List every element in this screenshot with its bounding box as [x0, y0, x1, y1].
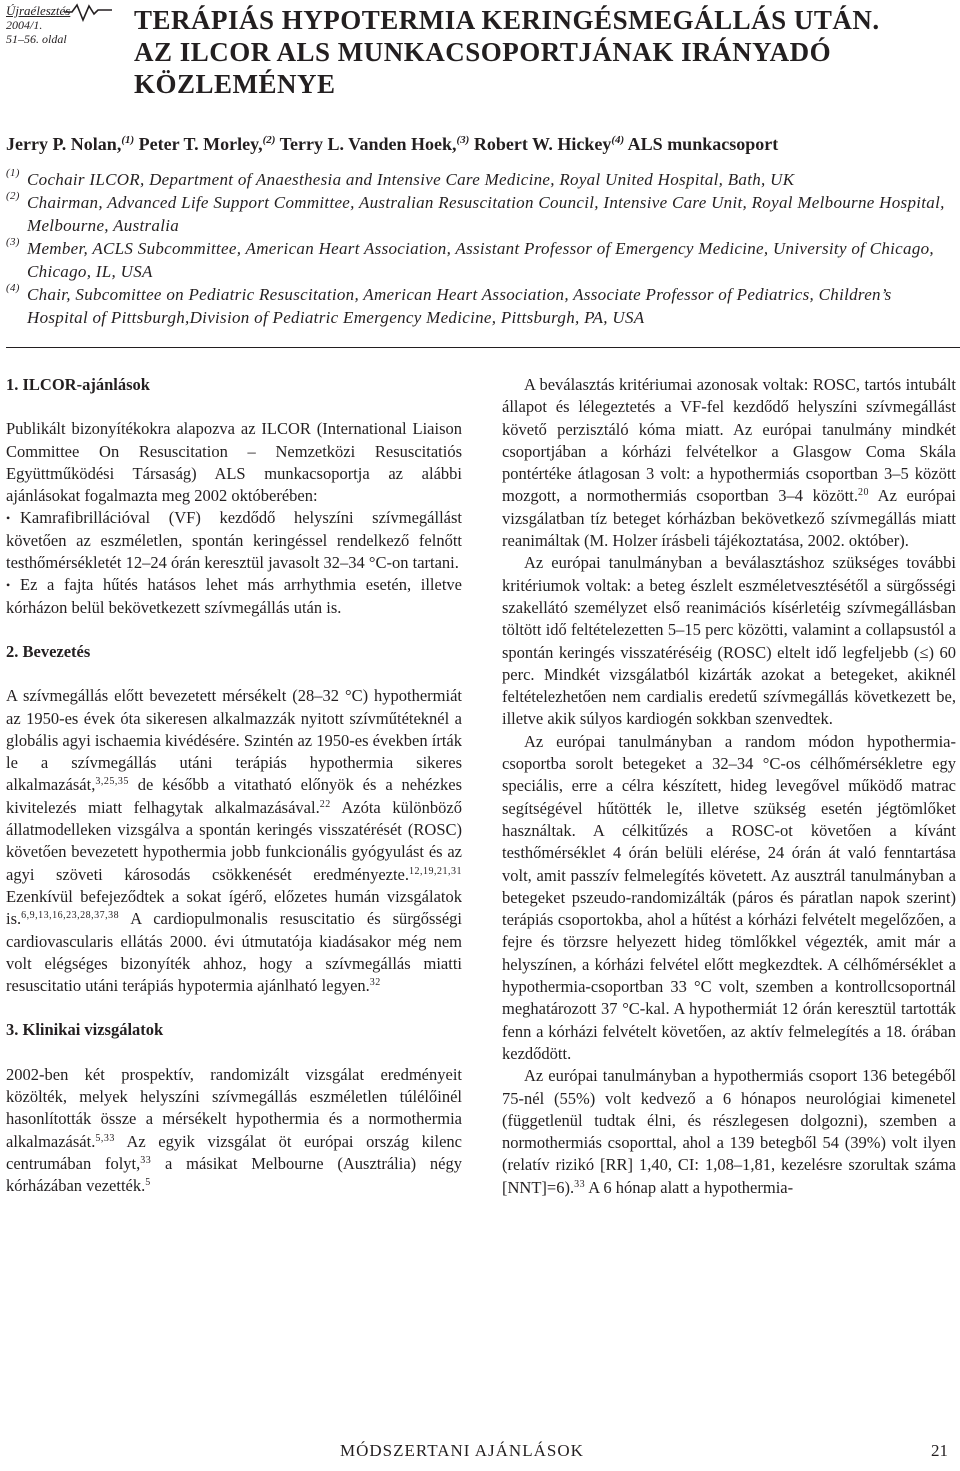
affiliation-number: (2) — [6, 190, 20, 202]
title-line: KÖZLEMÉNYE — [134, 69, 336, 99]
title-line: AZ ILCOR ALS MUNKACSOPORTJÁNAK IRÁNYADÓ — [134, 37, 832, 67]
journal-section-link[interactable]: Újraélesztés — [6, 3, 71, 18]
page-number: 21 — [931, 1441, 948, 1460]
right-column — [502, 374, 956, 1199]
footer-section-name: MÓDSZERTANI AJÁNLÁSOK — [340, 1441, 584, 1460]
author-ref: (4) — [611, 134, 625, 146]
author-name: Robert W. Hickey — [473, 134, 612, 154]
affiliation-text: Chair, Subcomittee on Pediatric Resuscitation, American Heart Association, Associate Professor of Pediatrics, Children’s Hospital of Pittsburgh,Division of Pediatric Emergency Medicine, Pittsburgh, PA, USA — [27, 285, 892, 327]
paragraph: Az európai tanulmányban a random módon hypothermia-csoportba sorolt betegeket a 32–34 °C-os célhőmérsékletre egy speciális, erre a célra készített, hideg levegővel működő matrac segítségével hűtötték le, illetve szükség esetén jégtömlőket használtak. A célkitűzés a ROSC-ot követően a kívánt testhőmérséklet 4 órán belüli elérése, 24 órán át való fenntartása volt, amit passzív felmelegítés követett. Az ausztrál tanulmányban a betegeket pszeudo-randomizálták (páros és páratlan napok szerint) terápiás csoportokba, ahol a hűtést a kórházi felvételt megelőzően, a fejre és törzsre helyezett hideg tömlőkkel végezték, amit már a helyszínen, a kórházi felvétel előtt megkezdtek. A célhőmérséklet a hypothermia-csoportban 33 °C volt, szemben a kontrollcsoportnál meghatározott 37 °C-kal. A hypothermiát 12 órán keresztül tartották fenn a kórházi felvételt követően, az aktív felmelegítés a 18. órában kezdődött. — [502, 731, 956, 1063]
header-divider — [6, 347, 960, 348]
section-heading: 2. Bevezetés — [6, 641, 91, 661]
citation: 5 — [145, 1177, 151, 1189]
affiliation-text: Chairman, Advanced Life Support Committee, Australian Resuscitation Council, Intensive Care Unit, Royal Melbourne Hospital, Melbourne, Australia — [27, 193, 945, 235]
page-footer — [0, 1441, 960, 1465]
citation: 12,19,21,31 — [409, 865, 462, 877]
affiliation-number: (4) — [6, 282, 20, 294]
affiliation-text: Member, ACLS Subcommittee, American Heart Association, Assistant Professor of Emergency Medicine, University of Chicago, Chicago, IL, USA — [27, 239, 934, 281]
article-title — [134, 4, 880, 100]
author-name: Jerry P. Nolan, — [6, 134, 122, 154]
citation: 3,25,35 — [95, 776, 129, 788]
affiliation-text: Cochair ILCOR, Department of Anaesthesia and Intensive Care Medicine, Royal United Hospital, Bath, UK — [27, 170, 795, 189]
author-name: Peter T. Morley, — [138, 134, 263, 154]
author-line — [6, 133, 778, 155]
journal-reference — [6, 4, 70, 46]
heartbeat-line-icon — [64, 2, 112, 22]
affiliation — [6, 283, 956, 329]
left-column — [6, 374, 462, 1198]
author-group: ALS munkacsoport — [627, 134, 779, 154]
affiliation — [6, 168, 956, 191]
paragraph: Az európai tanulmányban a beválasztáshoz szükséges további kritériumok voltak: a beteg észlelt eszméletvesztésétől a sürgősségi szakellátó személyzet első reanimációs kísérletéig szívmegállásban töltött idő feltételezetten 5–15 perc közötti, valamint a collapsustól a spontán keringés visszatéréséig (ROSC) eltelt idő legfeljebb (≤) 60 perc. Mindkét vizsgálatból kizárták azokat a betegeket, akiknél feltételezhetően nem cardialis eredetű szívmegállás következett be, illetve akik súlyos kardiogén sokkban szenvedtek. — [502, 553, 956, 729]
title-line: TERÁPIÁS HYPOTERMIA KERINGÉSMEGÁLLÁS UTÁN. — [134, 5, 880, 35]
section-heading: 1. ILCOR-ajánlások — [6, 375, 150, 394]
affiliation-number: (3) — [6, 236, 20, 248]
affiliation — [6, 237, 956, 283]
affiliations — [6, 168, 956, 329]
author-ref: (3) — [456, 134, 470, 146]
paragraph: 2002-ben két prospektív, randomizált vizsgálat eredményeit közölték, melyek helyszíni szívmegállás eszméletlen túlélőinél hasonlították össze a mérsékelt hypothermia és a normothermia alkalmazását.$^{5,33}$ Az egyik vizsgálat öt európai ország kilenc centrumában folyt,$^{33}$ a másikat Melbourne (Ausztrália) négy kórházában vezették.$^5$ — [6, 1064, 462, 1196]
recommendation-bullet: • Kamrafibrillációval (VF) kezdődő helyszíni szívmegállást követően az eszméletlen, spontán keringéssel rendelkező felnőtt testhőmérsékletét 12–24 órán keresztül javasolt 32–34 °C-on tartani. — [6, 507, 462, 574]
affiliation-number: (1) — [6, 167, 20, 179]
author-ref: (2) — [262, 134, 276, 146]
citation: 33 — [140, 1154, 152, 1166]
citation: 20 — [857, 487, 869, 499]
recommendation-bullet: • Ez a fajta hűtés hatásos lehet más arrhythmia esetén, illetve kórházon belül bekövetkezett szívmegállás után is. — [6, 574, 462, 619]
author-name: Terry L. Vanden Hoek, — [279, 134, 457, 154]
citation: 33 — [574, 1178, 586, 1190]
affiliation — [6, 191, 956, 237]
journal-pages: 51–56. oldal — [6, 32, 67, 46]
citation: 5,33 — [95, 1132, 115, 1144]
paragraph: A beválasztás kritériumai azonosak voltak: ROSC, tartós intubált állapot és lélegeztetés a VF-fel kezdődő helyszíni szívmegállást követő perzisztáló kóma miatt. Az európai tanulmány mindkét csoportjában a kórházi felvételkor a Glasgow Coma Skála pontértéke átlagosan 3 volt: a hypothermiás csoportban 3–5 között mozgott, a normothermiás csoportban 3–4 között.$^{20}$ Az európai vizsgálatban tíz beteget kórházban bekövetkező szívmegállás miatt reanimáltak (M. Holzer írásbeli tájékoztatása, 2002. október). — [502, 375, 956, 551]
author-ref: (1) — [121, 134, 135, 146]
paragraph: Publikált bizonyítékokra alapozva az ILCOR (International Liaison Committee On Resuscitation – Nemzetközi Resuscitatiós Együttműködési Társaság) ALS munkacsoportja az alábbi ajánlásokat fogalmazta meg 2002 októberében: — [6, 419, 462, 506]
journal-issue: 2004/1. — [6, 18, 43, 32]
section-heading: 3. Klinikai vizsgálatok — [6, 1020, 164, 1040]
paragraph: A szívmegállás előtt bevezetett mérsékelt (28–32 °C) hypothermiát az 1950-es évek óta sikeresen alkalmazzák nyitott szívműtéteknél a globális agyi ischaemia kivédésére. Szintén az 1950-es években írták le a szívmegállás utáni terápiás hypothermia sikeres alkalmazását,$^{3,25,35}$ de később a vitatható előnyök és a nehézkes kivitelezés miatt felhagytak alkalmazásával.$^{22}$ Azóta különböző állatmodelleken vizsgálva a spontán keringés visszatérését (ROSC) követően bevezetett hypothermia jobb funkcionális gyógyulást és az agyi szöveti károsodás csökkenését eredményezte.$^{12,19,21,31}$ Ezenkívül befejeződtek a sokat ígérő, előzetes humán vizsgálatok is.$^{6,9,13,16,23,28,37,38}$ A cardiopulmonalis resuscitatio és sürgősségi cardiovascularis ellátás 2000. évi útmutatója kiadásakor még nem volt elégséges bizonyíték ahhoz, hogy a szívmegállás miatti resuscitatio utáni terápiás hypotermia ajánlható legyen.$^{32}$ — [6, 686, 462, 996]
citation: 6,9,13,16,23,28,37,38 — [21, 910, 120, 922]
citation: 22 — [319, 798, 331, 810]
paragraph: Az európai tanulmányban a hypothermiás csoport 136 betegéből 75-nél (55%) volt kedvező a 6 hónapos neurológiai kimenetel (függetlenül tudtak élni, és részlegesen dolgozni), szemben a normothermiás csoporttal, ahol a 139 betegből 54 (39%) volt ilyen (relatív rizikó [RR] 1,40, CI: 1,08–1,81, kezelésre szorultak száma [NNT]=6).$^{33}$ A 6 hónap alatt a hypothermia- — [502, 1066, 956, 1197]
citation: 32 — [369, 977, 381, 989]
